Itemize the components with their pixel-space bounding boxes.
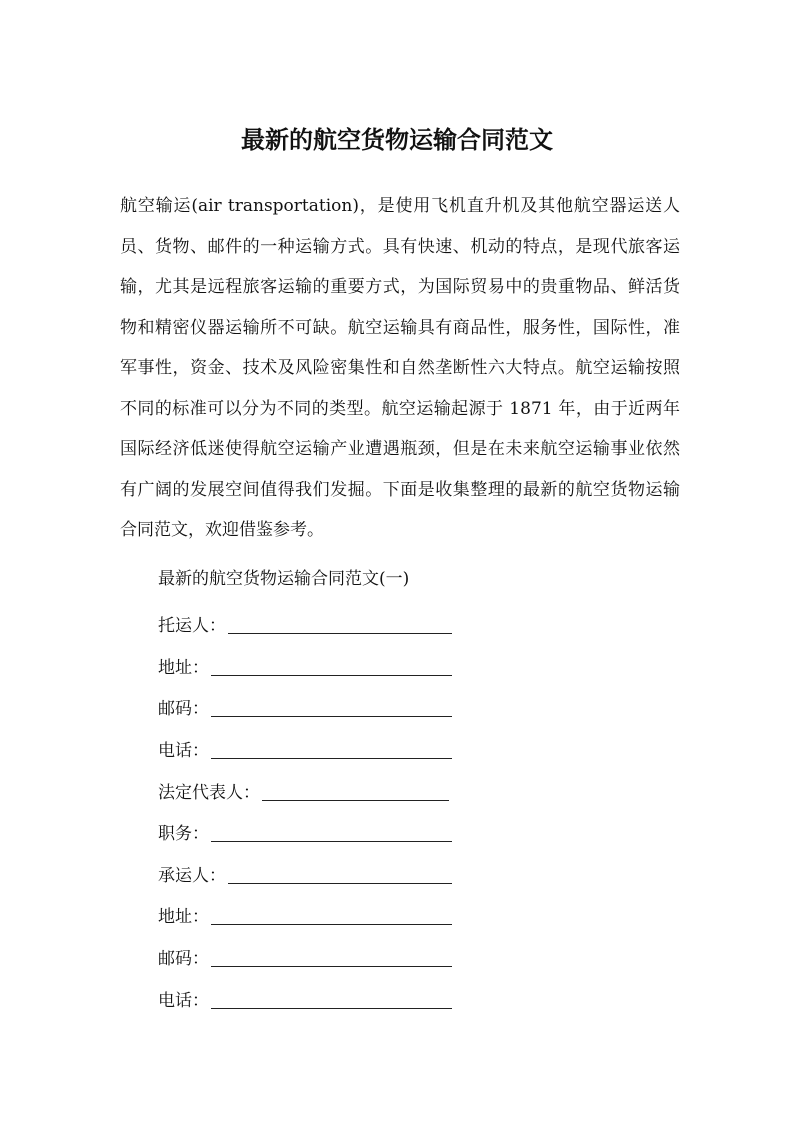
blank-line [211, 696, 452, 717]
blank-line [262, 780, 449, 801]
blank-line [211, 904, 452, 925]
intro-paragraph: 航空输运(air transportation)，是使用飞机直升机及其他航空器运送人员、货物、邮件的一种运输方式。具有快速、机动的特点，是现代旅客运输，尤其是远程旅客运输的重要方式，为国际贸易中的贵重物品、鲜活货物和精密仪器运输所不可缺。航空运输具有商品性，服务性，国际性，准军事性，资金、技术及风险密集性和自然垄断性六大特点。航空运输按照不同的标准可以分为不同的类型。航空运输起源于 1871 年，由于近两年国际经济低迷使得航空运输产业遭遇瓶颈，但是在未来航空运输事业依然有广阔的发展空间值得我们发掘。下面是收集整理的最新的航空货物运输合同范文，欢迎借鉴参考。 [120, 196, 680, 540]
field-label: 法定代表人： [158, 782, 260, 803]
field-label: 邮码： [158, 699, 209, 720]
contract-subheading: 最新的航空货物运输合同范文(一) [158, 569, 410, 589]
field-label: 电话： [158, 741, 209, 762]
blank-line [211, 988, 452, 1009]
blank-line [211, 738, 452, 759]
field-carrier-phone [158, 977, 478, 1019]
blank-line [211, 655, 452, 676]
field-consignor [158, 603, 478, 645]
field-carrier-address [158, 894, 478, 936]
field-carrier-postcode [158, 936, 478, 978]
field-label: 职务： [158, 824, 209, 845]
field-consignor-phone [158, 728, 478, 770]
field-label: 电话： [158, 990, 209, 1011]
blank-line [228, 613, 452, 634]
blank-line [228, 863, 452, 884]
field-consignor-postcode [158, 686, 478, 728]
blank-line [211, 821, 452, 842]
document-title: 最新的航空货物运输合同范文 [241, 125, 553, 154]
blank-line [211, 946, 452, 967]
field-label: 承运人： [158, 865, 226, 886]
field-position [158, 811, 478, 853]
field-label: 地址： [158, 907, 209, 928]
field-label: 邮码： [158, 949, 209, 970]
field-consignor-address [158, 645, 478, 687]
contract-party-fields [158, 603, 478, 1019]
field-carrier [158, 853, 478, 895]
field-label: 托运人： [158, 616, 226, 637]
field-label: 地址： [158, 657, 209, 678]
field-legal-representative [158, 769, 478, 811]
